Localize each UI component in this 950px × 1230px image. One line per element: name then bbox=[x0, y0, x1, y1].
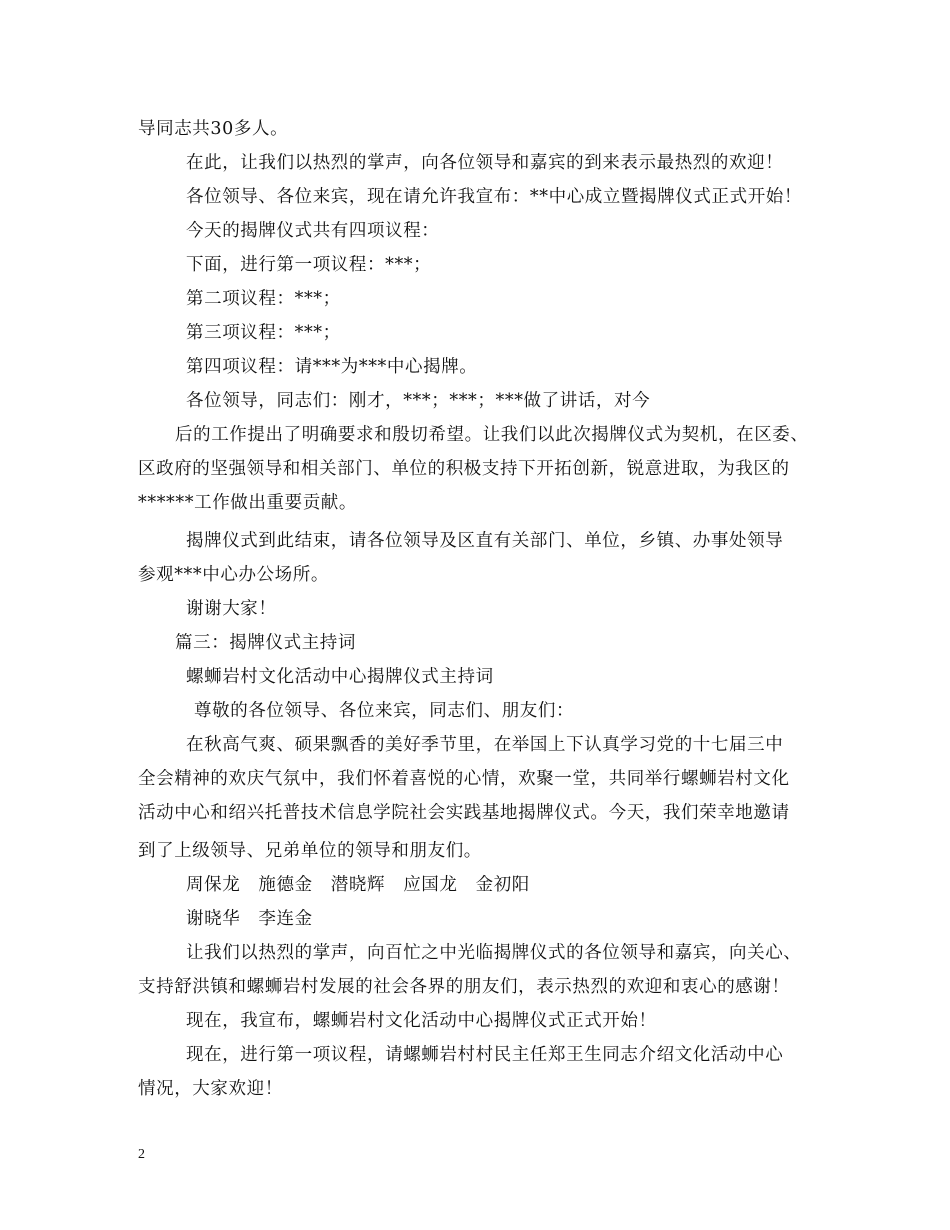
text-line: 后的工作提出了明确要求和殷切希望。让我们以此次揭牌仪式为契机，在区委、 bbox=[175, 425, 809, 445]
name-list-line: 周保龙 施德金 潜晓辉 应国龙 金初阳 bbox=[186, 875, 530, 895]
text-line: 在此，让我们以热烈的掌声，向各位领导和嘉宾的到来表示最热烈的欢迎！ bbox=[186, 153, 784, 173]
text-line: 揭牌仪式到此结束，请各位领导及区直有关部门、单位，乡镇、办事处领导 bbox=[186, 531, 784, 551]
text-line: 各位领导、各位来宾，现在请允许我宣布：**中心成立暨揭牌仪式正式开始！ bbox=[186, 187, 802, 207]
text-line: 全会精神的欢庆气氛中，我们怀着喜悦的心情，欢聚一堂，共同举行螺蛳岩村文化 bbox=[138, 769, 790, 789]
text-line: 支持舒洪镇和螺蛳岩村发展的社会各界的朋友们，表示热烈的欢迎和衷心的感谢！ bbox=[138, 977, 790, 997]
text-line: 让我们以热烈的掌声，向百忙之中光临揭牌仪式的各位领导和嘉宾，向关心、 bbox=[186, 943, 802, 963]
name-list-line: 谢晓华 李连金 bbox=[186, 909, 313, 929]
text-line: 活动中心和绍兴托普技术信息学院社会实践基地揭牌仪式。今天，我们荣幸地邀请 bbox=[138, 803, 790, 823]
text-line: 今天的揭牌仪式共有四项议程： bbox=[186, 221, 440, 241]
page-number: 2 bbox=[138, 1147, 145, 1162]
text-line: 下面，进行第一项议程：***； bbox=[186, 255, 432, 275]
text-line: 谢谢大家！ bbox=[186, 599, 277, 619]
text-line: 参观***中心办公场所。 bbox=[138, 565, 329, 585]
text-line: 情况，大家欢迎！ bbox=[138, 1079, 283, 1099]
text-line: 第四项议程：请***为***中心揭牌。 bbox=[186, 357, 478, 377]
text-line: 导同志共30多人。 bbox=[138, 119, 289, 139]
section-heading: 篇三：揭牌仪式主持词 bbox=[175, 633, 356, 653]
text-line: 第三项议程：***； bbox=[186, 323, 341, 343]
text-line: 现在，我宣布，螺蛳岩村文化活动中心揭牌仪式正式开始！ bbox=[186, 1011, 657, 1031]
text-line: 现在，进行第一项议程，请螺蛳岩村村民主任郑王生同志介绍文化活动中心 bbox=[186, 1045, 784, 1065]
text-line: 到了上级领导、兄弟单位的领导和朋友们。 bbox=[138, 841, 482, 861]
text-line: 各位领导，同志们：刚才，***；***；***做了讲话，对今 bbox=[186, 391, 651, 411]
text-line: 区政府的坚强领导和相关部门、单位的积极支持下开拓创新，锐意进取，为我区的 bbox=[138, 459, 790, 479]
text-line: ******工作做出重要贡献。 bbox=[138, 493, 357, 513]
text-line: 尊敬的各位领导、各位来宾，同志们、朋友们： bbox=[194, 701, 575, 721]
text-line: 在秋高气爽、硕果飘香的美好季节里，在举国上下认真学习党的十七届三中 bbox=[186, 735, 784, 755]
text-line: 第二项议程：***； bbox=[186, 289, 341, 309]
document-title: 螺蛳岩村文化活动中心揭牌仪式主持词 bbox=[186, 667, 494, 687]
